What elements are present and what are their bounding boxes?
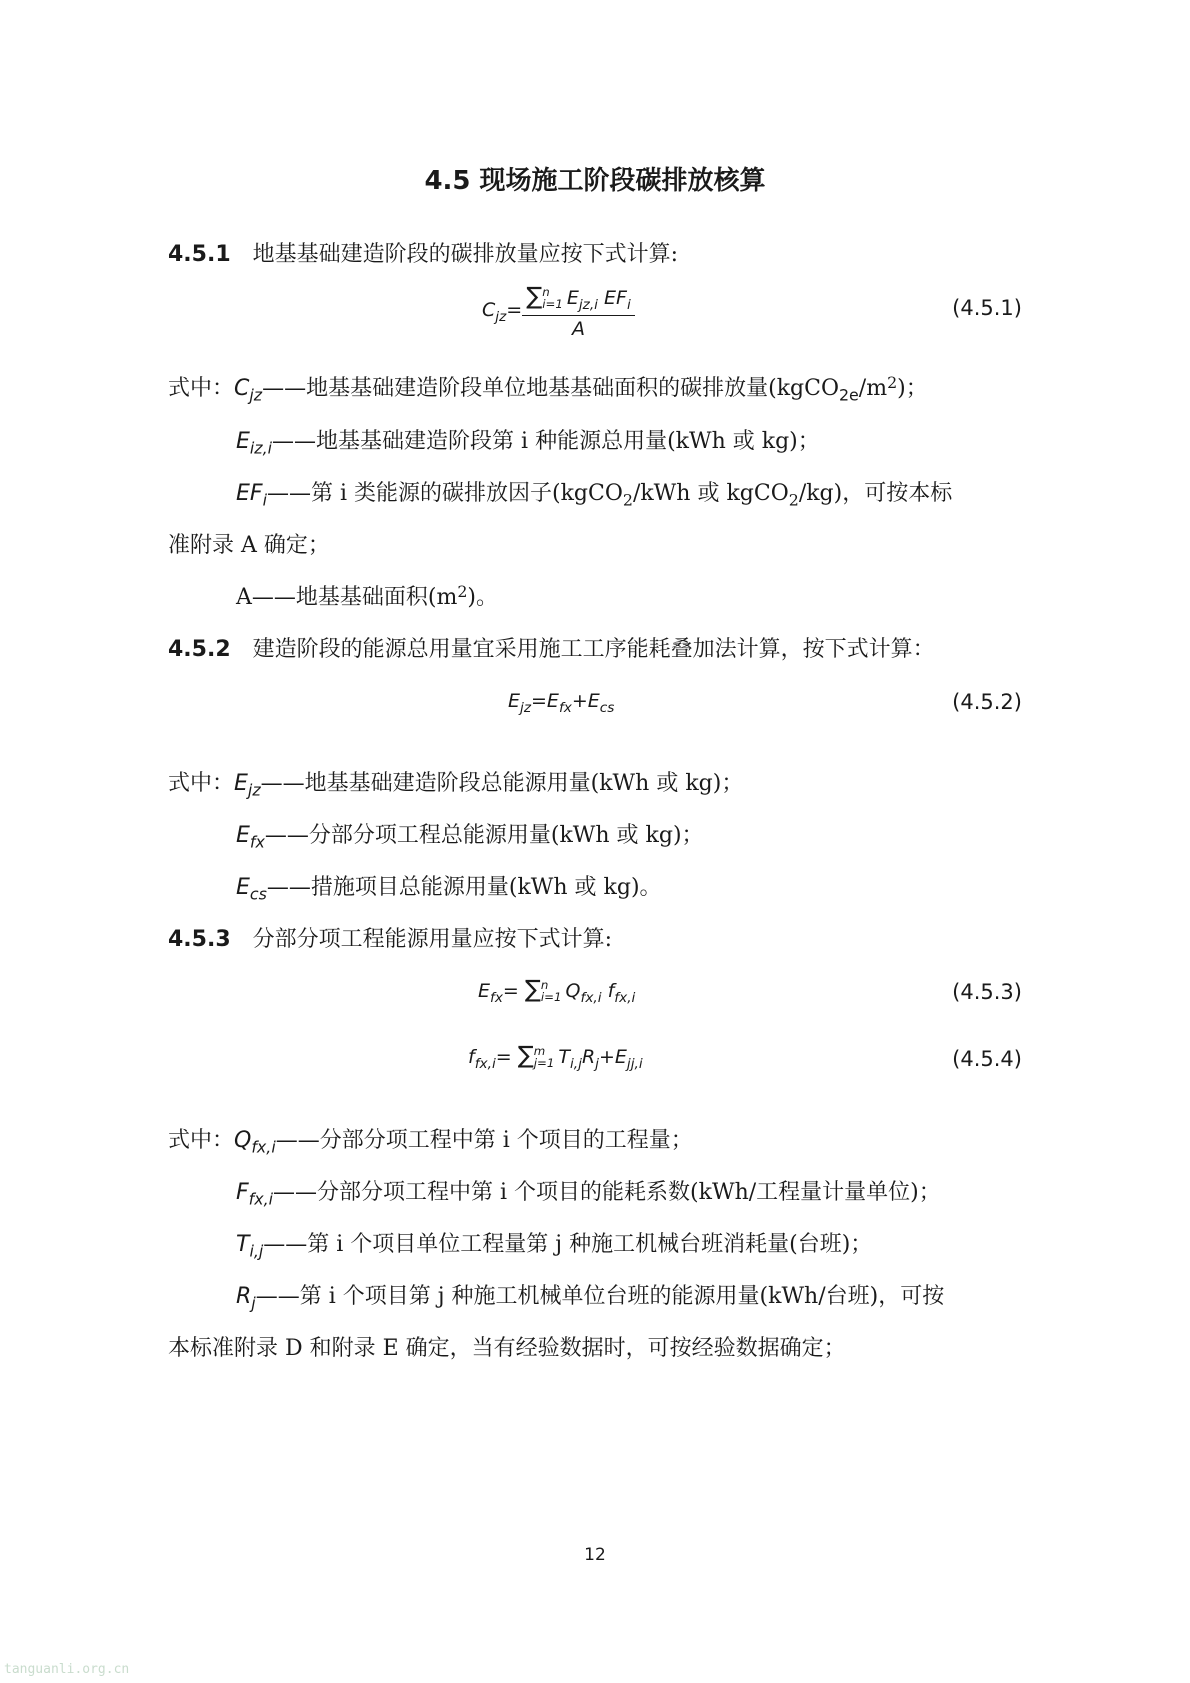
- equation-4-5-1: $C_{jz}=$ ∑ n i=1 $E_{jz,i}$ $EF_i$ A: [482, 282, 635, 340]
- clause-4-5-1: [168, 237, 678, 268]
- clause-text: 建造阶段的能源总用量宜采用施工工序能耗叠加法计算，按下式计算：: [252, 637, 935, 662]
- equation-number: (4.5.3): [952, 980, 1022, 1004]
- definition-cjz: 式中：$C_{jz}——$地基基础建造阶段单位地基基础面积的碳排放量$(kgCO_{2e}/m^2)$；: [168, 372, 928, 405]
- clause-number: 4.5.1: [168, 242, 231, 267]
- equation-4-5-4: $f_{fx,i}=$ ∑ m j=1 $T_{i,j}R_j+E_{jj,i}$: [468, 1041, 643, 1072]
- equation-4-5-2: $E_{jz}=E_{fx}+E_{cs}$: [508, 690, 615, 716]
- definition-rj-continued: 本标准附录 D 和附录 E 确定，当有经验数据时，可按经验数据确定；: [168, 1336, 846, 1361]
- definition-ef: $EF_i——$第 i 类能源的碳排放因子(kgCO$_2$/kWh 或 kgCO$_2$/kg)，可按本标: [236, 481, 953, 510]
- clause-text: 分部分项工程能源用量应按下式计算:: [252, 927, 613, 952]
- clause-number: 4.5.2: [168, 637, 231, 662]
- definition-ffx: $F_{fx,i}——$分部分项工程中第 i 个项目的能耗系数(kWh/工程量计量单位)；: [236, 1180, 941, 1209]
- equation-4-5-3: $E_{fx}=$ ∑ n i=1 $Q_{fx,i}$ $f_{fx,i}$: [478, 975, 636, 1006]
- clause-4-5-3: [168, 922, 612, 953]
- definition-qfx: 式中：$Q_{fx,i}——$分部分项工程中第 i 个项目的工程量；: [168, 1128, 693, 1157]
- clause-4-5-2: [168, 632, 935, 663]
- clause-number: 4.5.3: [168, 927, 231, 952]
- definition-ef-continued: 准附录 A 确定；: [168, 533, 330, 558]
- definition-ecs: $E_{cs}——$措施项目总能源用量(kWh 或 kg)。: [236, 875, 662, 904]
- equation-number: (4.5.4): [952, 1047, 1022, 1071]
- definition-ejz-i: $E_{iz,i}——$地基基础建造阶段第 i 种能源总用量(kWh 或 kg)；: [236, 429, 820, 458]
- definition-tij: $T_{i,j}——$第 i 个项目单位工程量第 j 种施工机械台班消耗量(台班)；: [236, 1232, 873, 1261]
- equation-number: (4.5.2): [952, 690, 1022, 714]
- page-number: 12: [584, 1545, 606, 1565]
- definition-a: A——地基基础面积$(m^2)$。: [236, 581, 499, 610]
- definition-ejz: 式中：$E_{jz}——$地基基础建造阶段总能源用量(kWh 或 kg)；: [168, 771, 744, 800]
- section-title: 4.5 现场施工阶段碳排放核算: [424, 166, 766, 196]
- definition-efx: $E_{fx}——$分部分项工程总能源用量(kWh 或 kg)；: [236, 823, 704, 852]
- definition-rj: $R_j——$第 i 个项目第 j 种施工机械单位台班的能源用量(kWh/台班)，可按: [236, 1284, 945, 1313]
- watermark: tanguanli.org.cn: [4, 1662, 130, 1677]
- equation-number: (4.5.1): [952, 296, 1022, 320]
- clause-text: 地基基础建造阶段的碳排放量应按下式计算:: [252, 242, 679, 267]
